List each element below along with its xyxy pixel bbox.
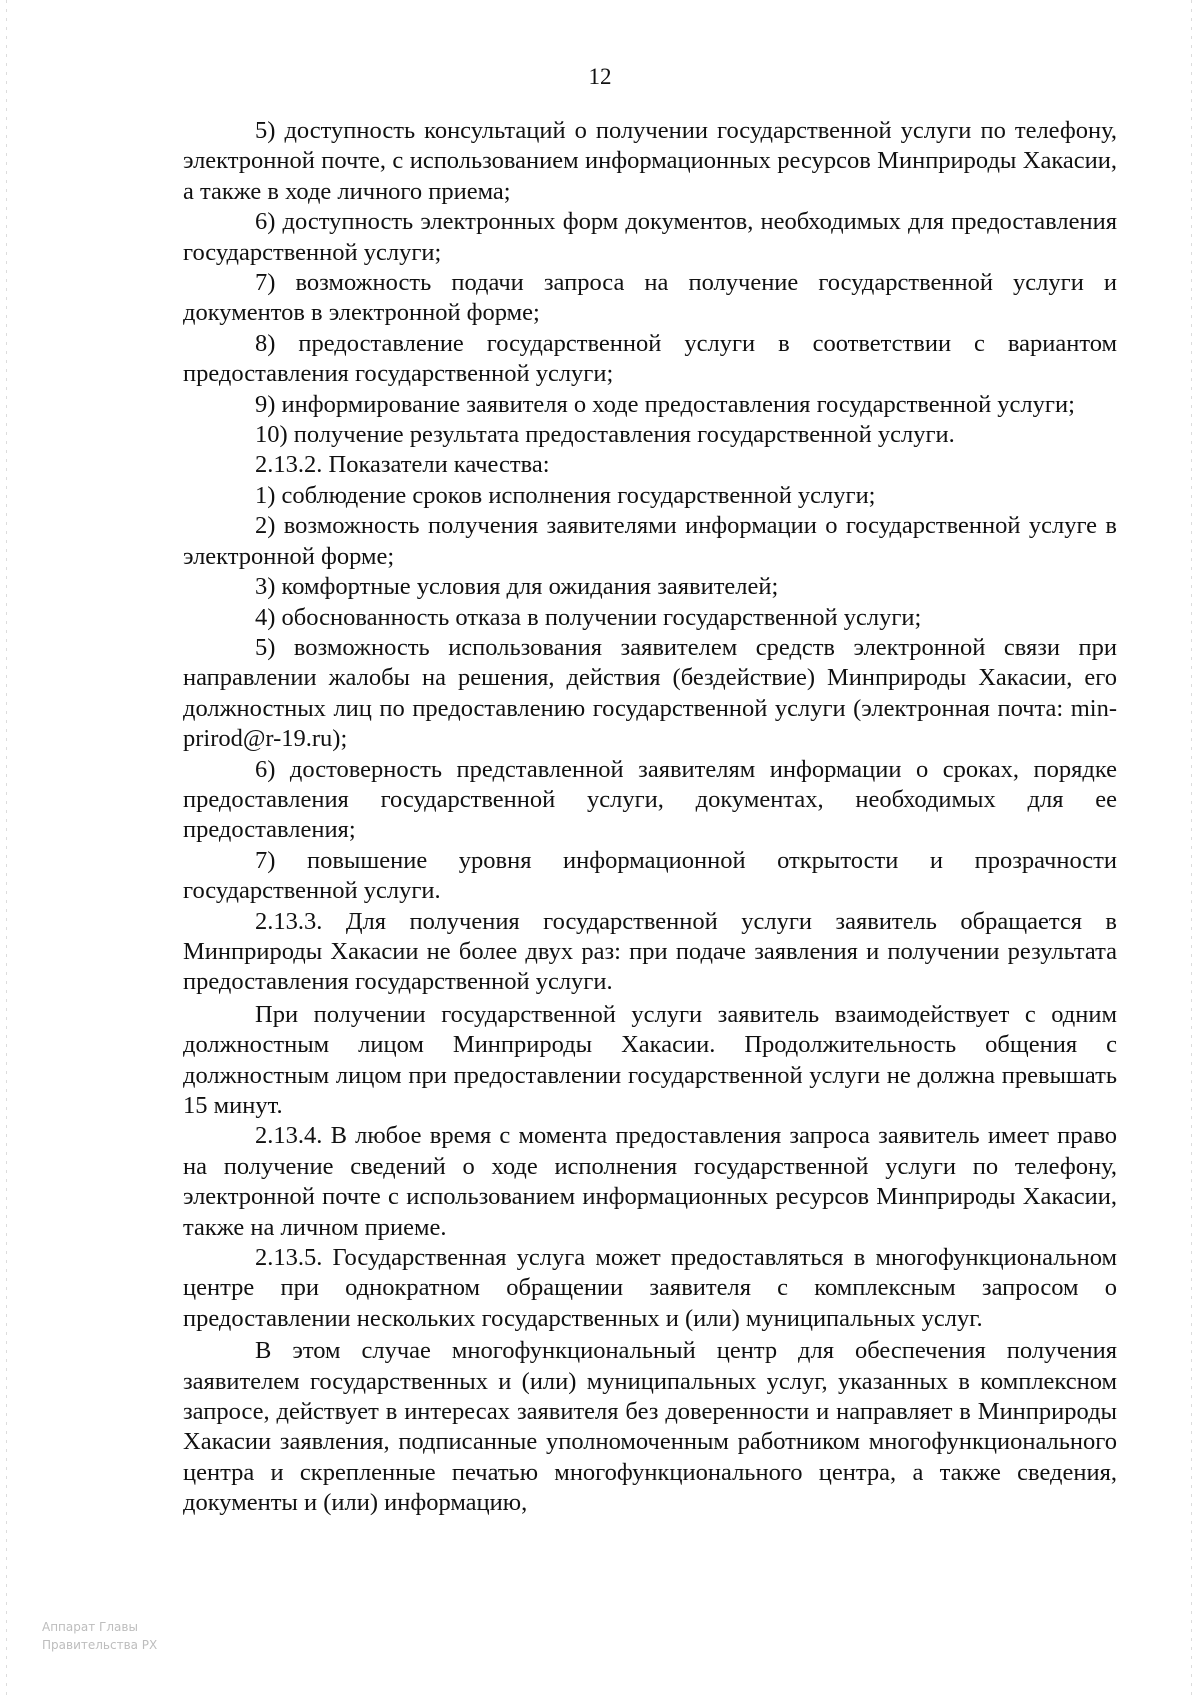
paragraph-8: 1) соблюдение сроков исполнения государственной услуги; (255, 481, 876, 509)
paragraph-19: В этом случае многофункциональный центр для обеспечения получения заявителем государственных и (или) муниципальных услуг, указанных в комплексном запросе, действует в интересах заявителя без доверенности и направляет в Минприроды Хакасии заявления, подписанные уполномоченным работником многофункционального центра и скрепленные печатью многофункционального центра, а также сведения, документы и (или) информацию, (183, 1337, 1117, 1517)
paragraph-3: 7) возможность подачи запроса на получение государственной услуги и документов в электронной форме; (183, 269, 1117, 327)
paragraph-10: 3) комфортные условия для ожидания заявителей; (255, 573, 779, 601)
paragraph-13: 6) достоверность представленной заявителям информации о сроках, порядке предоставления государственной услуги, документах, необходимых для ее предоставления; (183, 755, 1117, 844)
paragraph-5: 9) информирование заявителя о ходе предоставления государственной услуги; (255, 390, 1075, 418)
paragraph-4: 8) предоставление государственной услуги в соответствии с вариантом предоставления государственной услуги; (183, 329, 1117, 388)
paragraph-16: При получении государственной услуги заявитель взаимодействует с одним должностным лицом Минприроды Хакасии. Продолжительность общения с должностным лицом при предоставлении государственной услуги не должна превышать 15 минут. (183, 1000, 1117, 1119)
section-heading-2-13-2: 2.13.2. Показатели качества: (255, 451, 550, 479)
stamp-line-1: Аппарат Главы (42, 1620, 138, 1634)
paragraph-2-13-3: 2.13.3. Для получения государственной услуги заявитель обращается в Минприроды Хакасии не более двух раз: при подаче заявления и получении результата предоставления государственной услуги. (183, 907, 1117, 996)
paragraph-6: 10) получение результата предоставления государственной услуги. (255, 421, 955, 449)
scan-stamp (42, 1618, 157, 1654)
paragraph-2: 6) доступность электронных форм документов, необходимых для предоставления государственной услуги; (183, 208, 1117, 266)
scan-edge-right (1191, 0, 1192, 1698)
paragraph-11: 4) обоснованность отказа в получении государственной услуги; (255, 603, 922, 631)
paragraph-1: 5) доступность консультаций о получении государственной услуги по телефону, электронной почте, с использованием информационных ресурсов Минприроды Хакасии, а также в ходе личного приема; (183, 117, 1117, 205)
paragraph-9: 2) возможность получения заявителями информации о государственной услуге в электронной форме; (183, 512, 1117, 570)
scan-edge-left (6, 0, 7, 1698)
paragraph-2-13-4: 2.13.4. В любое время с момента предоставления запроса заявитель имеет право на получение сведений о ходе исполнения государственной услуги по телефону, электронной почте с использованием информационных ресурсов Минприроды Хакасии, также на личном приеме. (183, 1122, 1117, 1241)
page-number: 12 (588, 64, 612, 89)
paragraph-12: 5) возможность использования заявителем средств электронной связи при направлении жалобы на решения, действия (бездействие) Минприроды Хакасии, его должностных лиц по предоставлению государственной услуги (электронная почта: min-prirod@r-19.ru); (183, 633, 1117, 753)
paragraph-14: 7) повышение уровня информационной открытости и прозрачности государственной услуги. (183, 846, 1117, 905)
document-body (183, 116, 1117, 1519)
stamp-line-2: Правительства РХ (42, 1638, 158, 1652)
paragraph-2-13-5: 2.13.5. Государственная услуга может предоставляться в многофункциональном центре при однократном обращении заявителя с комплексным запросом о предоставлении нескольких государственных и (или) муниципальных услуг. (183, 1244, 1117, 1332)
